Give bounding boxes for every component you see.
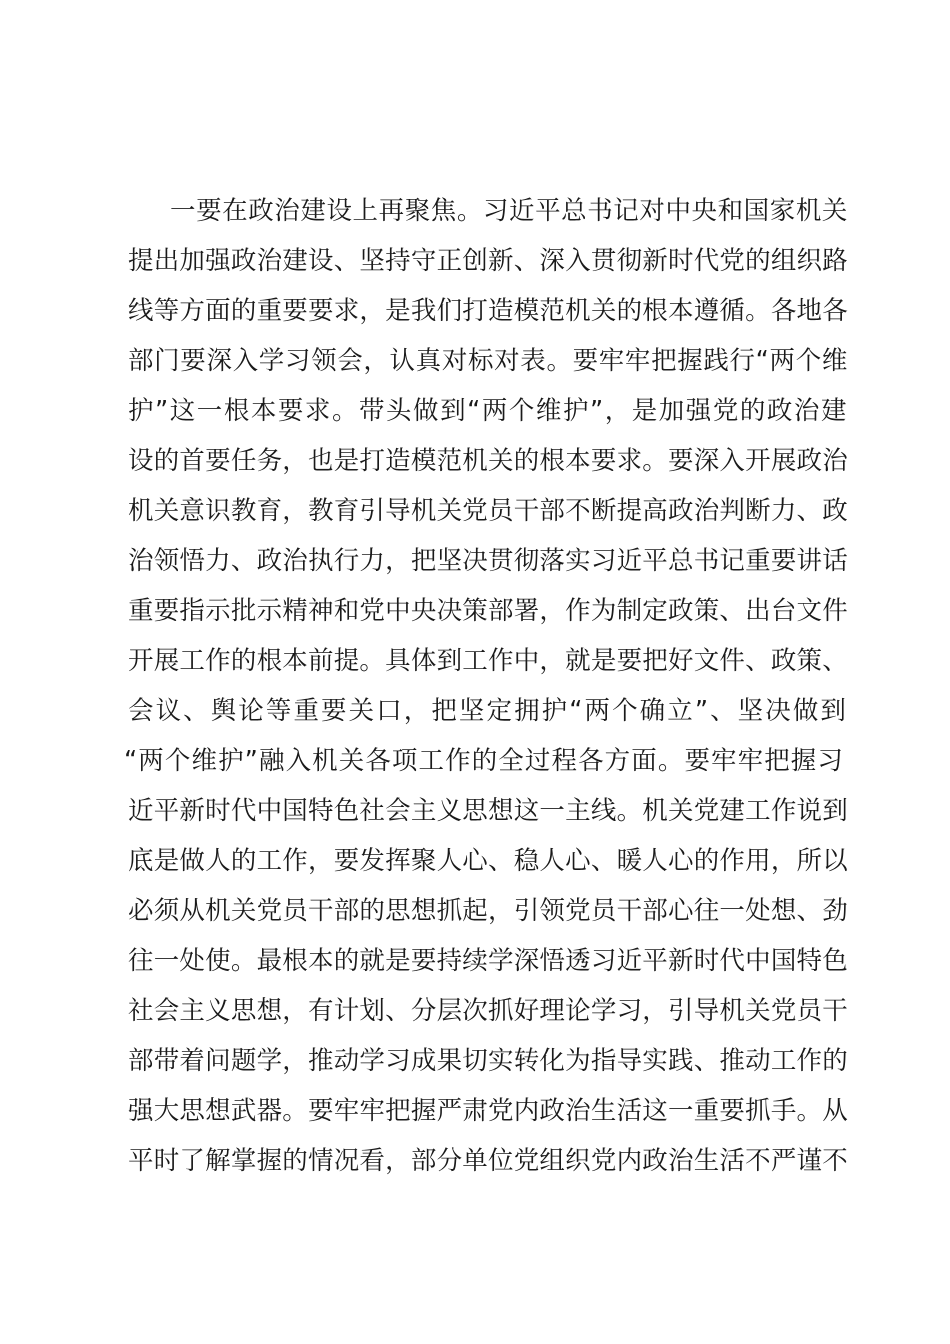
body-paragraph	[124, 186, 848, 1186]
paragraph-line-11: 会议、舆论等重要关口，把坚定拥护“两个确立”、坚决做到	[128, 696, 848, 726]
paragraph-line-3: 线等方面的重要要求，是我们打造模范机关的根本遵循。各地各	[128, 296, 848, 326]
paragraph-line-9: 重要指示批示精神和党中央决策部署，作为制定政策、出台文件	[128, 596, 848, 626]
paragraph-line-19: 强大思想武器。要牢牢把握严肃党内政治生活这一重要抓手。从	[128, 1096, 848, 1126]
paragraph-line-18: 部带着问题学，推动学习成果切实转化为指导实践、推动工作的	[128, 1046, 848, 1076]
paragraph-line-17: 社会主义思想，有计划、分层次抓好理论学习，引导机关党员干	[128, 996, 848, 1026]
paragraph-line-15: 必须从机关党员干部的思想抓起，引领党员干部心往一处想、劲	[128, 896, 848, 926]
paragraph-line-10: 开展工作的根本前提。具体到工作中，就是要把好文件、政策、	[128, 646, 848, 676]
paragraph-line-14: 底是做人的工作，要发挥聚人心、稳人心、暖人心的作用，所以	[128, 846, 848, 876]
paragraph-line-7: 机关意识教育，教育引导机关党员干部不断提高政治判断力、政	[128, 496, 848, 526]
paragraph-line-12: “两个维护”融入机关各项工作的全过程各方面。要牢牢把握习	[124, 746, 844, 776]
paragraph-line-16: 往一处使。最根本的就是要持续学深悟透习近平新时代中国特色	[128, 946, 848, 976]
paragraph-line-6: 设的首要任务，也是打造模范机关的根本要求。要深入开展政治	[128, 446, 848, 476]
paragraph-line-5: 护”这一根本要求。带头做到“两个维护”，是加强党的政治建	[128, 396, 848, 426]
paragraph-line-8: 治领悟力、政治执行力，把坚决贯彻落实习近平总书记重要讲话	[128, 546, 848, 576]
paragraph-line-1: 一要在政治建设上再聚焦。习近平总书记对中央和国家机关	[170, 196, 848, 226]
paragraph-line-2: 提出加强政治建设、坚持守正创新、深入贯彻新时代党的组织路	[128, 246, 848, 276]
paragraph-line-13: 近平新时代中国特色社会主义思想这一主线。机关党建工作说到	[128, 796, 848, 826]
paragraph-line-4: 部门要深入学习领会，认真对标对表。要牢牢把握践行“两个维	[128, 346, 848, 376]
paragraph-line-20: 平时了解掌握的情况看，部分单位党组织党内政治生活不严谨不	[128, 1146, 848, 1176]
